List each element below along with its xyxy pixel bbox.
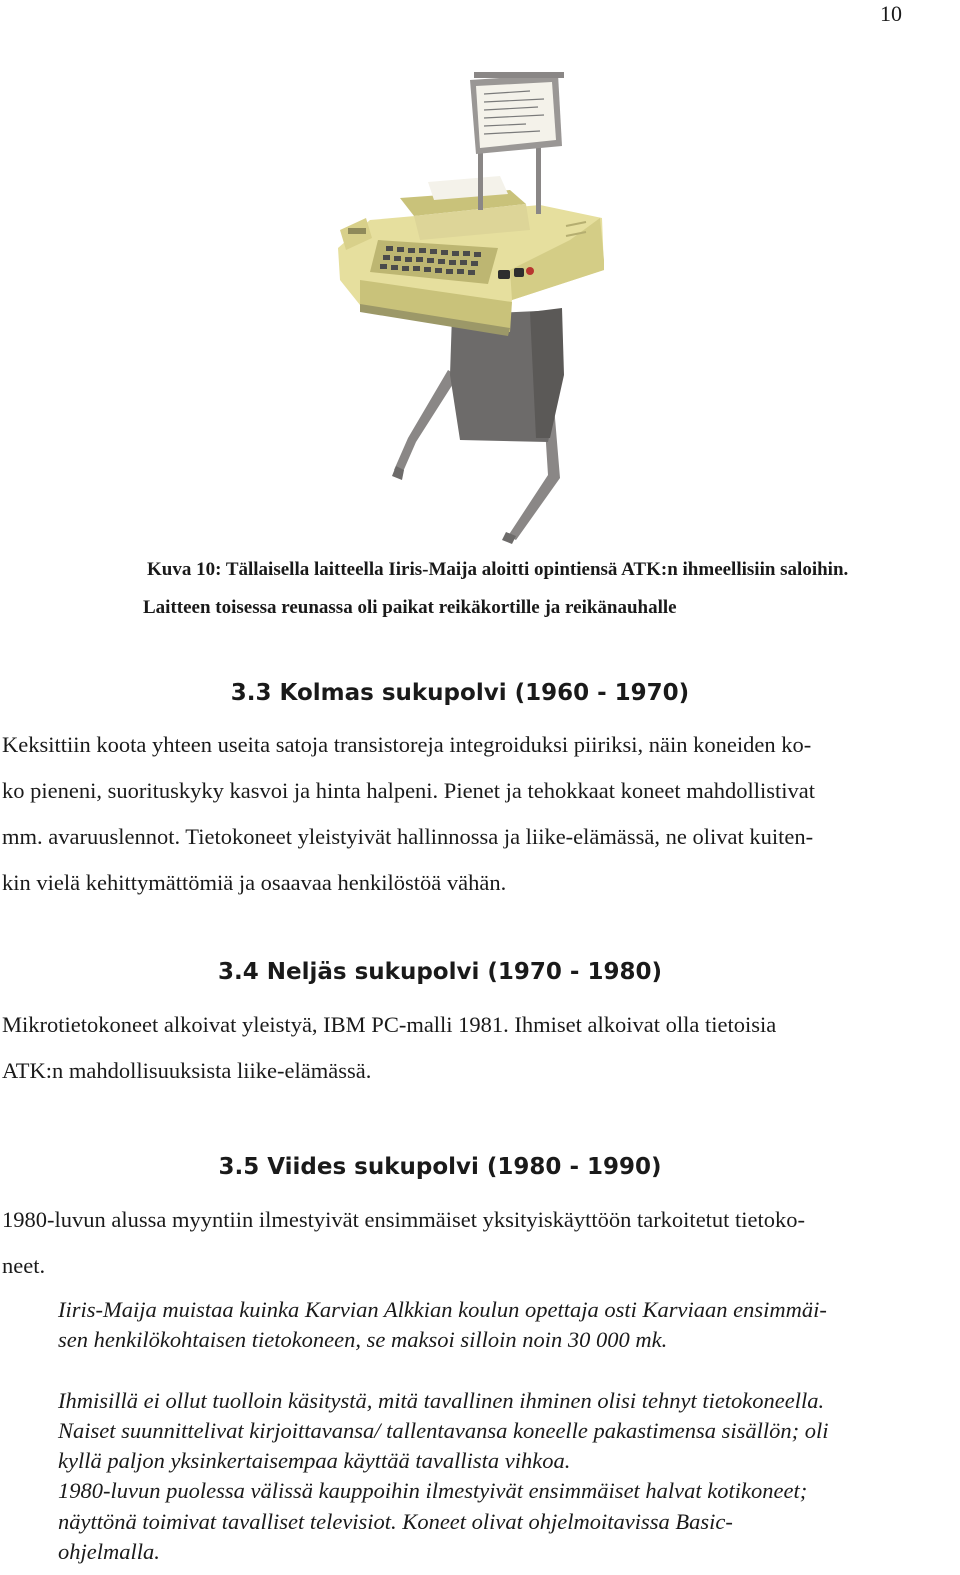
quote-line: 1980-luvun puolessa välissä kauppoihin ilmestyivät ensimmäiset halvat kotikoneet; <box>58 1478 808 1503</box>
paragraph-line: Mikrotietokoneet alkoivat yleistyä, IBM PC-malli 1981. Ihmiset alkoivat olla tietoisia <box>2 1012 777 1037</box>
quote-line: sen henkilökohtaisen tietokoneen, se maksoi silloin noin 30 000 mk. <box>58 1327 668 1352</box>
paragraph-line: Keksittiin koota yhteen useita satoja transistoreja integroiduksi piiriksi, näin koneiden ko- <box>2 732 812 757</box>
section-heading-3-5: 3.5 Viides sukupolvi (1980 - 1990) <box>218 1154 662 1180</box>
paragraph-line: 1980-luvun alussa myyntiin ilmestyivät ensimmäiset yksityiskäyttöön tarkoitetut tietoko- <box>2 1207 806 1232</box>
quote-line: kyllä paljon yksinkertaisempaa käyttää tavallista vihkoa. <box>58 1448 571 1473</box>
page-number: 10 <box>880 1 902 26</box>
quote-line: Ihmisillä ei ollut tuolloin käsitystä, mitä tavallinen ihminen olisi tehnyt tietokoneella. <box>58 1388 825 1413</box>
paragraph-line: ATK:n mahdollisuuksista liike-elämässä. <box>2 1058 372 1083</box>
figure-caption-line-2: Laitteen toisessa reunassa oli paikat reikäkortille ja reikänauhalle <box>143 597 677 618</box>
quote-line: Iiris-Maija muistaa kuinka Karvian Alkkian koulun opettaja osti Karviaan ensimmäi- <box>58 1297 827 1322</box>
section-heading-3-4: 3.4 Neljäs sukupolvi (1970 - 1980) <box>218 959 662 985</box>
quote-line: ohjelmalla. <box>58 1539 160 1564</box>
paragraph-line: kin vielä kehittymättömiä ja osaavaa henkilöstöä vähän. <box>2 870 507 895</box>
quote-line: näyttönä toimivat tavalliset televisiot. Koneet olivat ohjelmoitavissa Basic- <box>58 1509 733 1534</box>
section-heading-3-3: 3.3 Kolmas sukupolvi (1960 - 1970) <box>230 680 690 706</box>
figure-caption-line-1: Kuva 10: Tällaisella laitteella Iiris-Maija aloitti opintiensä ATK:n ihmeellisiin saloihin. <box>147 559 849 580</box>
paragraph-line: neet. <box>2 1253 46 1278</box>
quote-line: Naiset suunnittelivat kirjoittavansa/ tallentavansa koneelle pakastimensa sisällön; oli <box>58 1418 829 1443</box>
teletype-terminal-illustration <box>330 70 620 545</box>
paragraph-line: ko pieneni, suorituskyky kasvoi ja hinta halpeni. Pienet ja tehokkaat koneet mahdollistivat <box>2 778 815 803</box>
teletype-terminal-icon <box>330 70 620 545</box>
paragraph-line: mm. avaruuslennot. Tietokoneet yleistyivät hallinnossa ja liike-elämässä, ne olivat kuiten- <box>2 824 814 849</box>
